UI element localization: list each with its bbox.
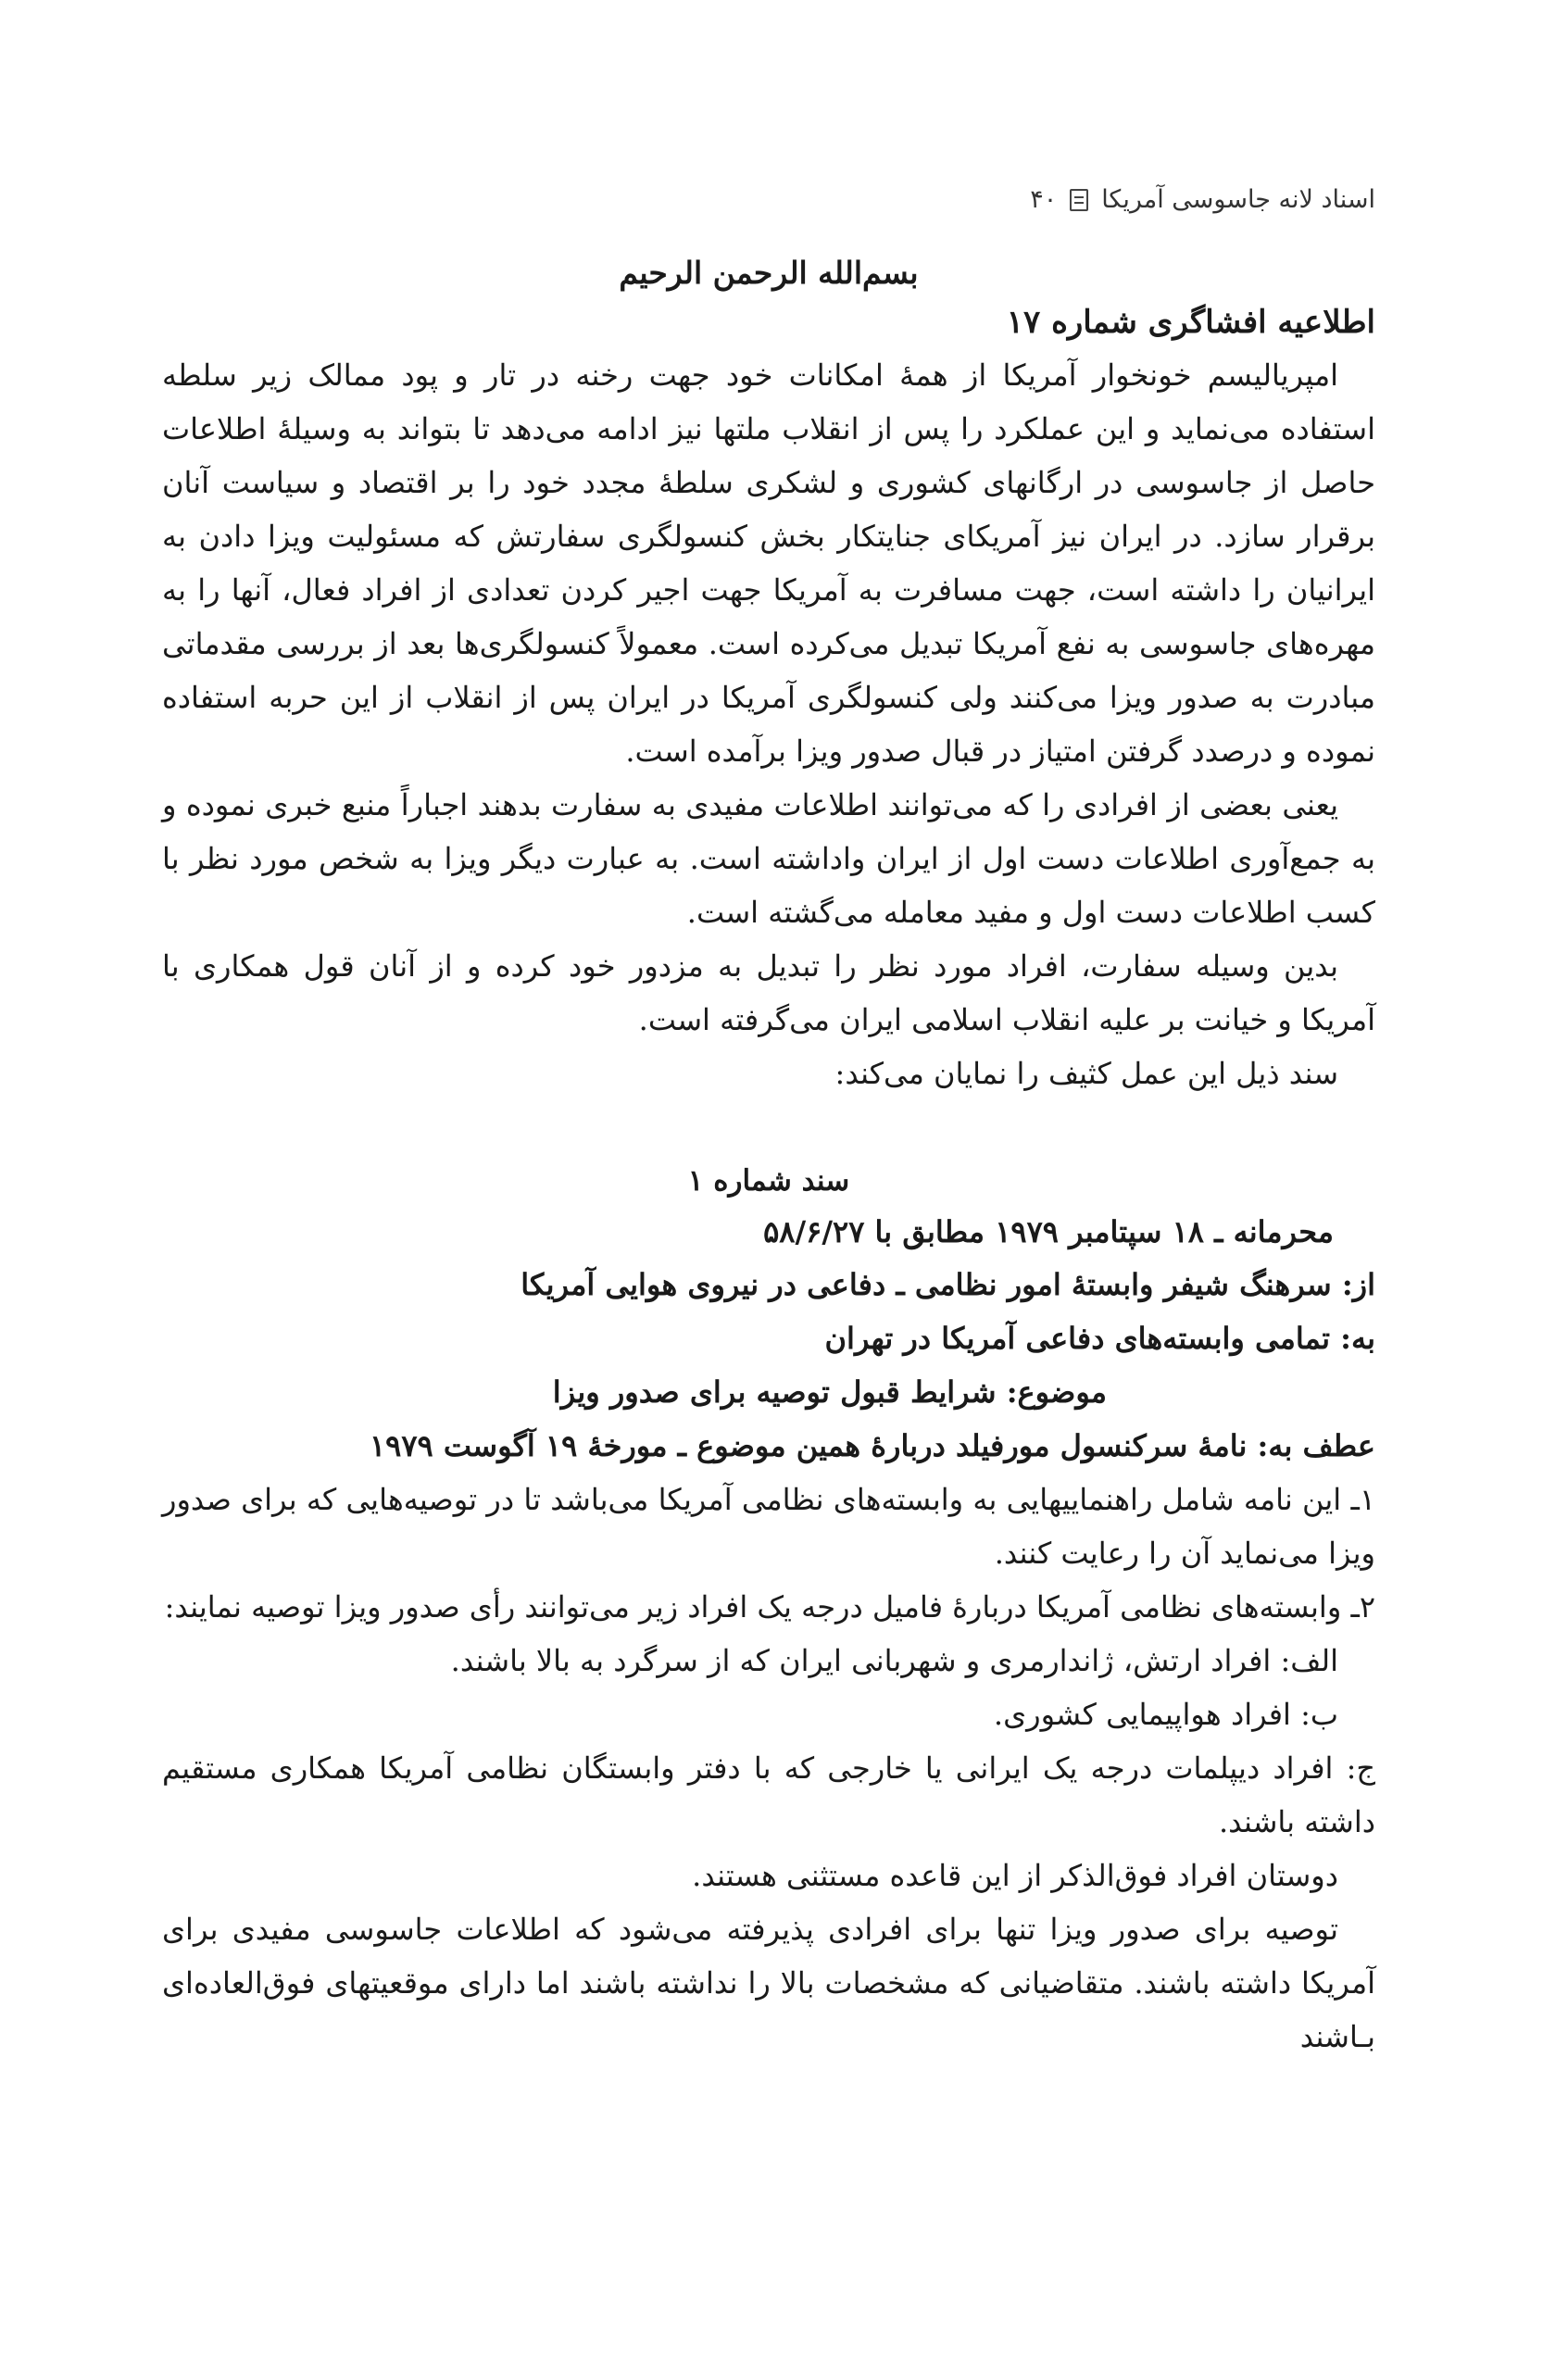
bismillah-heading: بسم‌الله الرحمن الرحیم <box>619 255 919 291</box>
list-item-b: ب: افراد هواپیمایی کشوری. <box>993 1697 1338 1732</box>
closing-paragraph: توصیه برای صدور ویزا تنها برای افرادی پذیرفته می‌شود که اطلاعات جاسوسی مفیدی برای آمریکا داشته باشند. متقاضیانی که مشخصات بالا را نداشته باشند اما دارای موقعیتهای فوق‌العاده‌ای بـاشند <box>162 1912 1375 2054</box>
page-number: ۴۰ <box>1030 185 1058 214</box>
intro-paragraph-2: یعنی بعضی از افرادی را که می‌توانند اطلاعات مفیدی به سفارت بدهند اجباراً منبع خبری نموده و به جمع‌آوری اطلاعات دست اول از ایران واداشته است. به عبارت دیگر ویزا به شخص مورد نظر با کسب اطلاعات دست اول و مفید معامله می‌گشته است. <box>162 787 1376 930</box>
document-icon <box>1070 189 1088 211</box>
document-paragraph-2: ۲ـ وابسته‌های نظامی آمریکا دربارهٔ فامیل درجه یک افراد زیر می‌توانند رأی صدور ویزا توصیه نمایند: <box>164 1589 1375 1625</box>
announcement-title: اطلاعیه افشاگری شماره ۱۷ <box>1006 304 1375 341</box>
intro-paragraph-4: سند ذیل این عمل کثیف را نمایان می‌کند: <box>834 1056 1338 1091</box>
book-title: اسناد لانه جاسوسی آمریکا <box>1101 185 1375 214</box>
list-item-a: الف: افراد ارتش، ژاندارمری و شهربانی ایران که از سرگرد به بالا باشند. <box>450 1643 1338 1678</box>
document-to: به: تمامی وابسته‌های دفاعی آمریکا در تهران <box>824 1321 1375 1356</box>
document-from: از: سرهنگ شیفر وابستهٔ امور نظامی ـ دفاعی در نیروی هوایی آمریکا <box>521 1267 1375 1302</box>
document-number: سند شماره ۱ <box>687 1164 850 1198</box>
document-reference: عطف به: نامهٔ سرکنسول مورفیلد دربارهٔ همین موضوع ـ مورخهٔ ۱۹ آگوست ۱۹۷۹ <box>369 1428 1375 1463</box>
document-date: محرمانه ـ ۱۸ سپتامبر ۱۹۷۹ مطابق با ۵۸/۶/۲۷ <box>763 1214 1334 1249</box>
intro-paragraph-1: امپریالیسم خونخوار آمریکا از همهٔ امکانات خود جهت رخنه در تار و پود ممالک زیر سلطه استفاده می‌نماید و این عملکرد را پس از انقلاب ملتها نیز ادامه می‌دهد تا بتواند به وسیلهٔ اطلاعات حاصل از جاسوسی در ارگانهای کشوری و لشکری سلطهٔ مجدد خود را بر اقتصاد و سیاست آنان برقرار سازد. در ایران نیز آمریکای جنایتکار بخش کنسولگری سفارتش که مسئولیت ویزا دادن به ایرانیان را داشته است، جهت مسافرت به آمریکا جهت اجیر کردن تعدادی از افراد فعال، آنها را به مهره‌های جاسوسی به نفع آمریکا تبدیل می‌کرده است. معمولاً کنسولگری‌ها بعد از بررسی مقدماتی مبادرت به صدور ویزا می‌کنند ولی کنسولگری آمریکا در ایران پس از انقلاب از این حربه استفاده نموده و درصدد گرفتن امتیاز در قبال صدور ویزا برآمده است. <box>162 358 1375 769</box>
intro-paragraph-3: بدین وسیله سفارت، افراد مورد نظر را تبدیل به مزدور خود کرده و از آنان قول همکاری با آمریکا و خیانت بر علیه انقلاب اسلامی ایران می‌گرفته است. <box>162 948 1375 1037</box>
page-body <box>162 255 1375 2064</box>
friends-note: دوستان افراد فوق‌الذکر از این قاعده مستثنی هستند. <box>692 1858 1338 1893</box>
running-header <box>162 185 1375 214</box>
document-subject: موضوع: شرایط قبول توصیه برای صدور ویزا <box>552 1374 1107 1410</box>
document-paragraph-1: ۱ـ این نامه شامل راهنماییهایی به وابسته‌های نظامی آمریکا می‌باشد تا در توصیه‌هایی که برای صدور ویزا می‌نماید آن را رعایت کنند. <box>162 1482 1376 1571</box>
list-item-c: ج: افراد دیپلمات درجه یک ایرانی یا خارجی که با دفتر وابستگان نظامی آمریکا همکاری مستقیم داشته باشند. <box>162 1750 1376 1839</box>
